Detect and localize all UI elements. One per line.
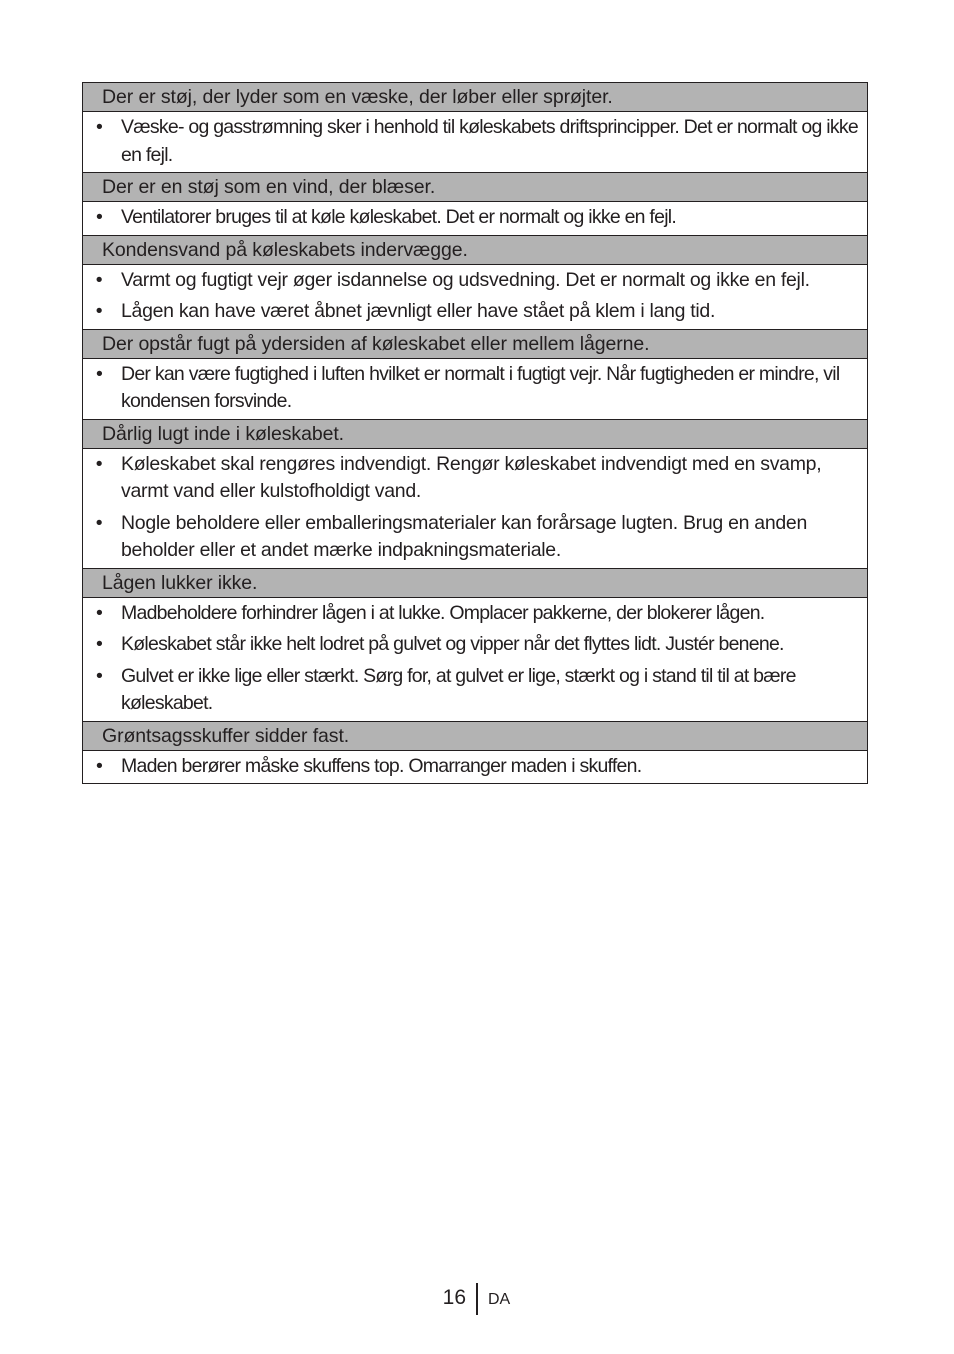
bullet-icon: • <box>95 633 103 655</box>
section-header: Grøntsagsskuffer sidder fast. <box>83 722 867 751</box>
section-header: Der er en støj som en vind, der blæser. <box>83 173 867 202</box>
section-body <box>83 359 867 420</box>
list-item <box>83 510 861 565</box>
page-footer <box>0 1283 954 1315</box>
bullet-icon: • <box>95 116 103 138</box>
language-code: DA <box>488 1291 511 1308</box>
list-item-text: Varmt og fugtigt vejr øger isdannelse og udsvedning. Det er normalt og ikke en fejl. <box>121 268 810 291</box>
page-number: 16 <box>442 1286 466 1309</box>
section-header: Der er støj, der lyder som en væske, der løber eller sprøjter. <box>83 83 867 112</box>
troubleshooting-table <box>82 82 868 784</box>
section-body <box>83 202 867 236</box>
section-body <box>83 265 867 330</box>
section-body <box>83 751 867 784</box>
bullet-icon: • <box>95 511 103 534</box>
list-item-text: Køleskabet skal rengøres indvendigt. Rengør køleskabet indvendigt med en svamp, varmt vand eller kulstofholdigt vand. <box>121 452 822 502</box>
bullet-icon: • <box>95 754 103 777</box>
list-item-text: Der kan være fugtighed i luften hvilket er normalt i fugtigt vejr. Når fugtigheden er mindre, vil kondensen forsvinde. <box>121 362 840 412</box>
bullet-icon: • <box>95 601 103 624</box>
list-item-text: Maden berører måske skuffens top. Omarranger maden i skuffen. <box>121 754 642 777</box>
list-item <box>83 267 861 295</box>
section-header: Lågen lukker ikke. <box>83 569 867 598</box>
bullet-icon: • <box>95 362 103 385</box>
list-item <box>83 631 861 659</box>
section-body <box>83 449 867 569</box>
list-item-text: Madbeholdere forhindrer lågen i at lukke. Omplacer pakkerne, der blokerer lågen. <box>121 601 765 624</box>
section-header: Der opstår fugt på ydersiden af køleskabet eller mellem lågerne. <box>83 330 867 359</box>
list-item <box>83 663 861 718</box>
list-item-text: Gulvet er ikke lige eller stærkt. Sørg for, at gulvet er lige, stærkt og i stand til til at bære køleskabet. <box>121 664 796 714</box>
section-body <box>83 598 867 722</box>
list-item-text: Ventilatorer bruges til at køle køleskabet. Det er normalt og ikke en fejl. <box>121 206 677 228</box>
list-item-text: Køleskabet står ikke helt lodret på gulvet og vipper når det flyttes lidt. Justér benene. <box>121 633 784 655</box>
footer-divider <box>476 1283 478 1315</box>
list-item <box>83 204 861 232</box>
list-item <box>83 361 861 416</box>
list-item <box>83 114 861 169</box>
list-item <box>83 600 861 628</box>
section-header: Kondensvand på køleskabets indervægge. <box>83 236 867 265</box>
bullet-icon: • <box>95 206 103 228</box>
list-item <box>83 298 861 326</box>
bullet-icon: • <box>95 300 103 322</box>
list-item <box>83 753 861 781</box>
bullet-icon: • <box>95 664 103 687</box>
list-item-text: Lågen kan have været åbnet jævnligt eller have stået på klem i lang tid. <box>121 300 716 322</box>
list-item <box>83 451 861 506</box>
bullet-icon: • <box>95 268 103 291</box>
bullet-icon: • <box>95 452 103 475</box>
section-body <box>83 112 867 173</box>
list-item-text: Nogle beholdere eller emballeringsmaterialer kan forårsage lugten. Brug en anden beholder eller et andet mærke indpakningsmateriale. <box>121 511 808 561</box>
section-header: Dårlig lugt inde i køleskabet. <box>83 420 867 449</box>
list-item-text: Væske- og gasstrømning sker i henhold til køleskabets driftsprincipper. Det er normalt og ikke en fejl. <box>121 116 858 166</box>
